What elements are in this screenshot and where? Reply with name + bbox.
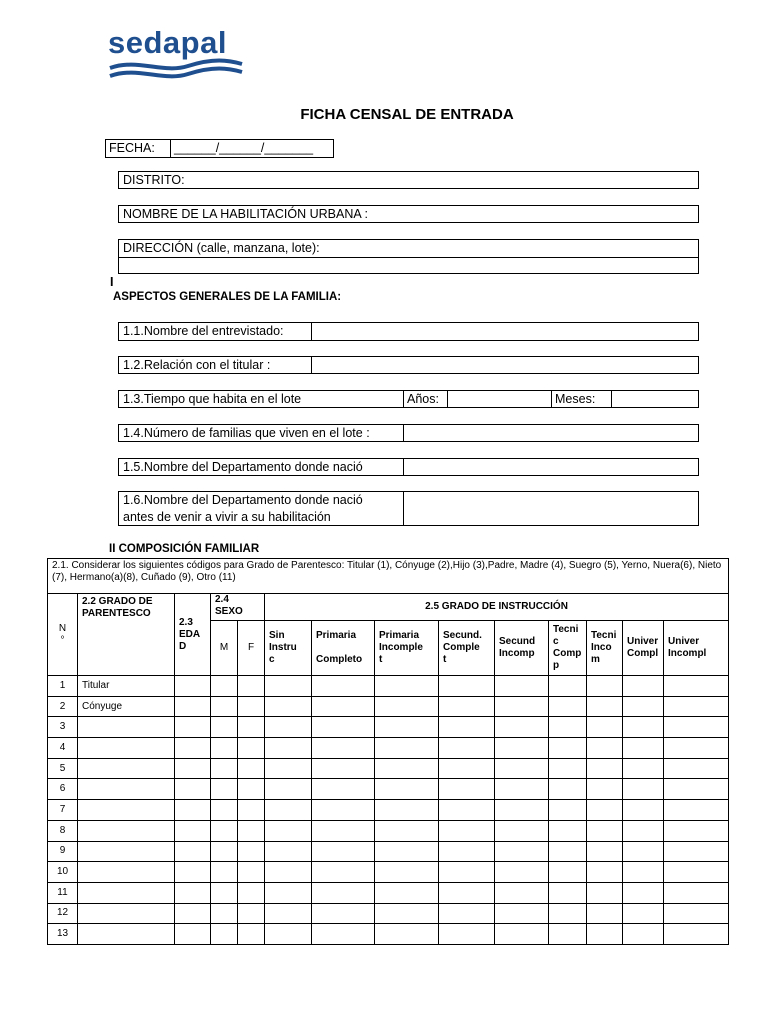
table-row [48, 820, 729, 841]
row-parentesco[interactable]: Cónyuge [78, 696, 175, 717]
row-entry-cell[interactable] [175, 903, 211, 924]
row-entry-cell[interactable] [587, 862, 623, 883]
row-entry-cell[interactable] [623, 841, 664, 862]
row-entry-cell[interactable] [587, 738, 623, 759]
row-entry-cell[interactable] [175, 841, 211, 862]
row-entry-cell[interactable] [439, 924, 495, 945]
q16-label-line2: antes de venir a vivir a su habilitación [123, 510, 331, 524]
row-entry-cell[interactable] [587, 820, 623, 841]
row-entry-cell[interactable] [664, 882, 729, 903]
edu-header: Secund. Comple t [439, 621, 495, 676]
row-entry-cell[interactable] [664, 696, 729, 717]
row-entry-cell[interactable] [495, 924, 549, 945]
row-entry-cell[interactable] [175, 738, 211, 759]
row-entry-cell[interactable] [211, 738, 238, 759]
edu-header: Univer Incompl [664, 621, 729, 676]
row-entry-cell[interactable] [265, 676, 312, 697]
row-entry-cell[interactable] [211, 903, 238, 924]
row-entry-cell[interactable] [265, 758, 312, 779]
q13-months-label: Meses: [555, 392, 596, 406]
row-entry-cell[interactable] [312, 820, 375, 841]
row-entry-cell[interactable] [211, 676, 238, 697]
q12-field[interactable] [118, 356, 699, 374]
table-row [48, 903, 729, 924]
q13-field[interactable] [118, 390, 699, 408]
q13-years-label: Años: [407, 392, 439, 406]
row-entry-cell[interactable] [664, 779, 729, 800]
row-entry-cell[interactable] [549, 800, 587, 821]
row-entry-cell[interactable] [495, 800, 549, 821]
row-entry-cell[interactable] [664, 717, 729, 738]
row-entry-cell[interactable] [265, 717, 312, 738]
row-entry-cell[interactable] [495, 696, 549, 717]
row-entry-cell[interactable] [623, 862, 664, 883]
row-entry-cell[interactable] [664, 738, 729, 759]
row-entry-cell[interactable] [211, 862, 238, 883]
row-entry-cell[interactable] [312, 903, 375, 924]
row-entry-cell[interactable] [238, 717, 265, 738]
fecha-field[interactable] [105, 139, 334, 158]
distrito-field[interactable] [118, 171, 699, 189]
row-number: 11 [48, 882, 78, 903]
row-entry-cell[interactable] [664, 924, 729, 945]
table-row [48, 924, 729, 945]
row-entry-cell[interactable] [312, 841, 375, 862]
table-row [48, 758, 729, 779]
row-number: 7 [48, 800, 78, 821]
q14-field[interactable] [118, 424, 699, 442]
row-entry-cell[interactable] [211, 758, 238, 779]
row-parentesco[interactable] [78, 779, 175, 800]
row-entry-cell[interactable] [587, 903, 623, 924]
row-entry-cell[interactable] [312, 696, 375, 717]
row-entry-cell[interactable] [664, 758, 729, 779]
row-entry-cell[interactable] [664, 820, 729, 841]
table-row [48, 738, 729, 759]
row-entry-cell[interactable] [623, 717, 664, 738]
row-entry-cell[interactable] [238, 696, 265, 717]
row-entry-cell[interactable] [375, 841, 439, 862]
row-entry-cell[interactable] [312, 717, 375, 738]
edu-header: Tecni Inco m [587, 621, 623, 676]
row-entry-cell[interactable] [439, 758, 495, 779]
row-entry-cell[interactable] [375, 924, 439, 945]
row-entry-cell[interactable] [312, 882, 375, 903]
edu-header: Tecni c Comp p [549, 621, 587, 676]
row-entry-cell[interactable] [549, 676, 587, 697]
row-entry-cell[interactable] [495, 820, 549, 841]
distrito-label: DISTRITO: [123, 173, 185, 187]
row-entry-cell[interactable] [175, 800, 211, 821]
row-entry-cell[interactable] [623, 676, 664, 697]
row-entry-cell[interactable] [211, 820, 238, 841]
row-parentesco[interactable] [78, 820, 175, 841]
row-parentesco[interactable] [78, 924, 175, 945]
row-entry-cell[interactable] [623, 779, 664, 800]
row-entry-cell[interactable] [238, 738, 265, 759]
row-entry-cell[interactable] [623, 758, 664, 779]
row-number: 6 [48, 779, 78, 800]
edu-header: Secund Incomp [495, 621, 549, 676]
table-row [48, 862, 729, 883]
col-header-n: N ° [48, 594, 78, 676]
row-entry-cell[interactable] [265, 862, 312, 883]
row-entry-cell[interactable] [312, 862, 375, 883]
row-entry-cell[interactable] [623, 924, 664, 945]
row-entry-cell[interactable] [211, 696, 238, 717]
row-parentesco[interactable] [78, 717, 175, 738]
row-entry-cell[interactable] [495, 862, 549, 883]
col-header-sexo: 2.4 SEXO [211, 594, 265, 621]
row-parentesco[interactable] [78, 800, 175, 821]
row-entry-cell[interactable] [265, 738, 312, 759]
direccion-field[interactable] [118, 239, 699, 274]
row-entry-cell[interactable] [375, 800, 439, 821]
row-entry-cell[interactable] [175, 882, 211, 903]
row-entry-cell[interactable] [549, 758, 587, 779]
row-entry-cell[interactable] [375, 882, 439, 903]
row-entry-cell[interactable] [211, 779, 238, 800]
row-entry-cell[interactable] [587, 924, 623, 945]
row-entry-cell[interactable] [265, 841, 312, 862]
row-entry-cell[interactable] [439, 862, 495, 883]
col-header-f: F [238, 621, 265, 676]
row-entry-cell[interactable] [549, 820, 587, 841]
row-entry-cell[interactable] [495, 841, 549, 862]
row-entry-cell[interactable] [439, 841, 495, 862]
edu-header: Primaria Completo [312, 621, 375, 676]
row-entry-cell[interactable] [439, 738, 495, 759]
row-entry-cell[interactable] [238, 779, 265, 800]
row-entry-cell[interactable] [587, 779, 623, 800]
row-entry-cell[interactable] [175, 758, 211, 779]
row-entry-cell[interactable] [495, 882, 549, 903]
edu-header: Univer Compl [623, 621, 664, 676]
row-entry-cell[interactable] [265, 696, 312, 717]
row-entry-cell[interactable] [375, 717, 439, 738]
row-entry-cell[interactable] [495, 758, 549, 779]
row-entry-cell[interactable] [439, 696, 495, 717]
row-entry-cell[interactable] [265, 903, 312, 924]
row-parentesco[interactable] [78, 903, 175, 924]
row-entry-cell[interactable] [238, 903, 265, 924]
row-entry-cell[interactable] [439, 717, 495, 738]
row-entry-cell[interactable] [312, 758, 375, 779]
row-entry-cell[interactable] [623, 903, 664, 924]
row-entry-cell[interactable] [549, 717, 587, 738]
row-entry-cell[interactable] [238, 882, 265, 903]
section1-title: ASPECTOS GENERALES DE LA FAMILIA: [113, 291, 342, 303]
row-entry-cell[interactable] [375, 758, 439, 779]
row-entry-cell[interactable] [549, 924, 587, 945]
row-entry-cell[interactable] [265, 924, 312, 945]
row-entry-cell[interactable] [664, 862, 729, 883]
row-parentesco[interactable] [78, 758, 175, 779]
row-entry-cell[interactable] [211, 924, 238, 945]
q13-label: 1.3.Tiempo que habita en el lote [123, 392, 302, 406]
sedapal-logo [108, 26, 244, 82]
row-entry-cell[interactable] [439, 820, 495, 841]
row-parentesco[interactable] [78, 862, 175, 883]
table-row [48, 882, 729, 903]
row-entry-cell[interactable] [495, 717, 549, 738]
row-entry-cell[interactable] [312, 738, 375, 759]
row-entry-cell[interactable] [549, 862, 587, 883]
row-number: 8 [48, 820, 78, 841]
row-entry-cell[interactable] [375, 738, 439, 759]
row-parentesco[interactable] [78, 841, 175, 862]
col-header-m: M [211, 621, 238, 676]
row-entry-cell[interactable] [238, 841, 265, 862]
row-entry-cell[interactable] [664, 903, 729, 924]
row-number: 5 [48, 758, 78, 779]
row-entry-cell[interactable] [238, 758, 265, 779]
row-entry-cell[interactable] [211, 882, 238, 903]
row-entry-cell[interactable] [265, 800, 312, 821]
q12-label: 1.2.Relación con el titular : [123, 358, 271, 372]
table-row [48, 779, 729, 800]
row-entry-cell[interactable] [238, 862, 265, 883]
row-parentesco[interactable] [78, 738, 175, 759]
col-header-instruccion: 2.5 GRADO DE INSTRUCCIÓN [265, 594, 729, 621]
row-entry-cell[interactable] [623, 882, 664, 903]
row-entry-cell[interactable] [664, 841, 729, 862]
page-title: FICHA CENSAL DE ENTRADA [300, 106, 514, 123]
q15-field[interactable] [118, 458, 699, 476]
row-entry-cell[interactable] [587, 800, 623, 821]
row-entry-cell[interactable] [375, 820, 439, 841]
row-number: 2 [48, 696, 78, 717]
row-entry-cell[interactable] [175, 820, 211, 841]
habilitacion-label: NOMBRE DE LA HABILITACIÓN URBANA : [123, 207, 368, 221]
row-entry-cell[interactable] [312, 800, 375, 821]
section1-numeral: I [110, 275, 114, 289]
edu-header: Primaria Incomple t [375, 621, 439, 676]
q15-label: 1.5.Nombre del Departamento donde nació [123, 460, 363, 474]
row-entry-cell[interactable] [623, 800, 664, 821]
row-entry-cell[interactable] [587, 758, 623, 779]
row-number: 3 [48, 717, 78, 738]
row-entry-cell[interactable] [549, 779, 587, 800]
logo-waves-icon [108, 58, 244, 82]
row-entry-cell[interactable] [549, 903, 587, 924]
row-entry-cell[interactable] [495, 676, 549, 697]
row-entry-cell[interactable] [175, 924, 211, 945]
row-entry-cell[interactable] [265, 882, 312, 903]
q14-label: 1.4.Número de familias que viven en el lote : [123, 426, 370, 440]
row-entry-cell[interactable] [587, 841, 623, 862]
row-entry-cell[interactable] [375, 779, 439, 800]
row-entry-cell[interactable] [495, 779, 549, 800]
row-entry-cell[interactable] [587, 676, 623, 697]
row-entry-cell[interactable] [439, 882, 495, 903]
row-entry-cell[interactable] [439, 779, 495, 800]
row-entry-cell[interactable] [312, 676, 375, 697]
row-number: 9 [48, 841, 78, 862]
row-entry-cell[interactable] [375, 696, 439, 717]
row-entry-cell[interactable] [549, 738, 587, 759]
row-entry-cell[interactable] [623, 738, 664, 759]
row-entry-cell[interactable] [549, 841, 587, 862]
q11-label: 1.1.Nombre del entrevistado: [123, 324, 284, 338]
row-entry-cell[interactable] [375, 862, 439, 883]
fecha-value: ______/______/_______ [174, 141, 314, 155]
table-row [48, 717, 729, 738]
row-entry-cell[interactable] [312, 779, 375, 800]
row-entry-cell[interactable] [375, 676, 439, 697]
composicion-familiar-table [47, 558, 729, 945]
row-entry-cell[interactable] [175, 862, 211, 883]
row-parentesco[interactable] [78, 882, 175, 903]
row-number: 4 [48, 738, 78, 759]
row-entry-cell[interactable] [211, 800, 238, 821]
row-entry-cell[interactable] [439, 903, 495, 924]
row-entry-cell[interactable] [495, 738, 549, 759]
fecha-label: FECHA: [109, 141, 155, 155]
section2-title: II COMPOSICIÓN FAMILIAR [109, 543, 260, 555]
row-entry-cell[interactable] [549, 882, 587, 903]
row-number: 10 [48, 862, 78, 883]
table-row [48, 800, 729, 821]
table-row [48, 676, 729, 697]
q16-field[interactable] [118, 491, 699, 526]
parentesco-codes-note: 2.1. Considerar los siguientes códigos para Grado de Parentesco: Titular (1), Cónyuge (2),Hijo (3),Padre, Madre (4), Suegro (5), Yerno, Nuera(6), Nieto (7), Hermano(a)(8), Cuñado (9), Otro (11) [48, 559, 729, 594]
row-number: 12 [48, 903, 78, 924]
row-entry-cell[interactable] [587, 717, 623, 738]
row-entry-cell[interactable] [587, 882, 623, 903]
row-entry-cell[interactable] [175, 717, 211, 738]
col-header-parentesco: 2.2 GRADO DE PARENTESCO [78, 594, 175, 676]
row-entry-cell[interactable] [495, 903, 549, 924]
q16-label-line1: 1.6.Nombre del Departamento donde nació [123, 493, 363, 507]
row-entry-cell[interactable] [587, 696, 623, 717]
row-entry-cell[interactable] [623, 696, 664, 717]
row-entry-cell[interactable] [238, 676, 265, 697]
table-row [48, 696, 729, 717]
row-entry-cell[interactable] [175, 779, 211, 800]
direccion-label: DIRECCIÓN (calle, manzana, lote): [123, 241, 320, 255]
row-entry-cell[interactable] [312, 924, 375, 945]
edu-header: Sin Instru c [265, 621, 312, 676]
row-parentesco[interactable]: Titular [78, 676, 175, 697]
row-entry-cell[interactable] [238, 800, 265, 821]
table-row [48, 841, 729, 862]
row-entry-cell[interactable] [238, 924, 265, 945]
row-entry-cell[interactable] [623, 820, 664, 841]
row-entry-cell[interactable] [549, 696, 587, 717]
col-header-edad: 2.3 EDA D [175, 594, 211, 676]
row-entry-cell[interactable] [664, 676, 729, 697]
row-entry-cell[interactable] [265, 779, 312, 800]
row-number: 13 [48, 924, 78, 945]
logo-wordmark: sedapal [108, 25, 227, 60]
row-entry-cell[interactable] [439, 676, 495, 697]
row-entry-cell[interactable] [664, 800, 729, 821]
row-entry-cell[interactable] [265, 820, 312, 841]
row-entry-cell[interactable] [175, 676, 211, 697]
row-number: 1 [48, 676, 78, 697]
row-entry-cell[interactable] [375, 903, 439, 924]
row-entry-cell[interactable] [211, 717, 238, 738]
row-entry-cell[interactable] [175, 696, 211, 717]
row-entry-cell[interactable] [439, 800, 495, 821]
q11-field[interactable] [118, 322, 699, 341]
habilitacion-field[interactable] [118, 205, 699, 223]
row-entry-cell[interactable] [211, 841, 238, 862]
row-entry-cell[interactable] [238, 820, 265, 841]
